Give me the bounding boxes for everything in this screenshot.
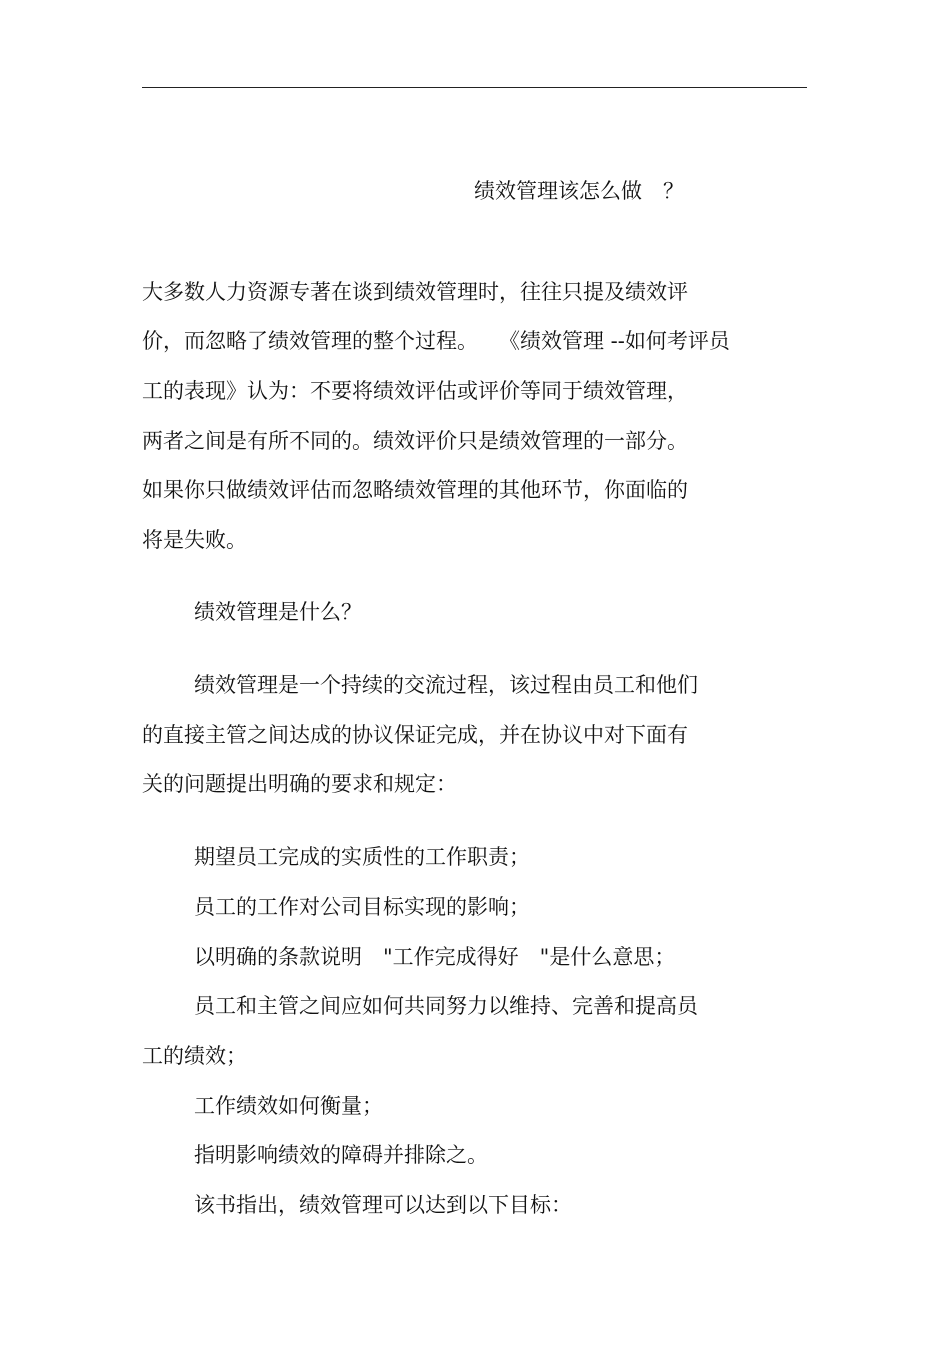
intro-line-3: 工的表现》认为：不要将绩效评估或评价等同于绩效管理，	[142, 379, 688, 403]
closing-line: 该书指出，绩效管理可以达到以下目标：	[194, 1193, 572, 1217]
list-item-4-continued: 工的绩效；	[142, 1044, 247, 1068]
list-item-2: 员工的工作对公司目标实现的影响；	[194, 895, 530, 919]
list-item-5: 工作绩效如何衡量；	[194, 1094, 383, 1118]
header-rule	[142, 87, 807, 88]
definition-line-1: 绩效管理是一个持续的交流过程，该过程由员工和他们	[194, 673, 698, 697]
list-item-1: 期望员工完成的实质性的工作职责；	[194, 845, 530, 869]
intro-line-4: 两者之间是有所不同的。绩效评价只是绩效管理的一部分。	[142, 429, 688, 453]
definition-line-3: 关的问题提出明确的要求和规定：	[142, 772, 457, 796]
section-heading: 绩效管理是什么？	[194, 600, 362, 624]
intro-line-6: 将是失败。	[142, 528, 247, 552]
page-title: 绩效管理该怎么做 ？	[474, 179, 684, 203]
list-item-3: 以明确的条款说明 "工作完成得好 "是什么意思；	[194, 945, 676, 969]
intro-line-2: 价，而忽略了绩效管理的整个过程。 《绩效管理 --如何考评员	[142, 329, 730, 353]
intro-line-1: 大多数人力资源专著在谈到绩效管理时，往往只提及绩效评	[142, 280, 688, 304]
definition-line-2: 的直接主管之间达成的协议保证完成，并在协议中对下面有	[142, 723, 688, 747]
list-item-4: 员工和主管之间应如何共同努力以维持、完善和提高员	[194, 994, 698, 1018]
intro-line-5: 如果你只做绩效评估而忽略绩效管理的其他环节，你面临的	[142, 478, 688, 502]
list-item-6: 指明影响绩效的障碍并排除之。	[194, 1143, 488, 1167]
